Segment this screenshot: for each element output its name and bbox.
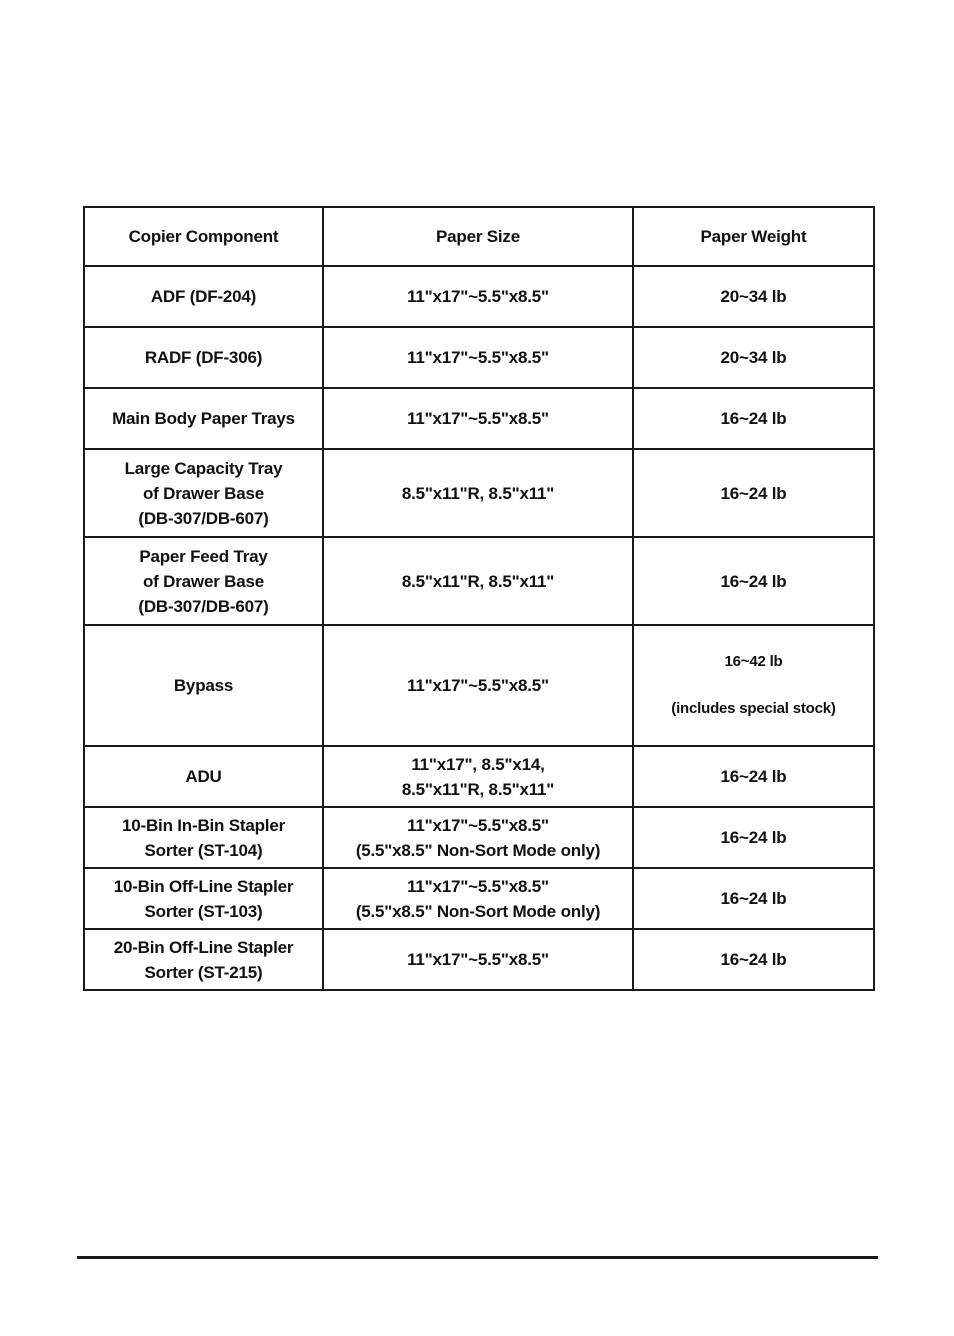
component-cell: RADF (DF-306) [84, 327, 323, 388]
paper-weight-cell: 20~34 lb [633, 327, 874, 388]
paper-weight-cell: 16~24 lb [633, 746, 874, 807]
paper-size-cell: 11"x17"~5.5"x8.5" [323, 625, 633, 746]
paper-spec-table [83, 206, 875, 991]
paper-weight-cell [633, 625, 874, 746]
table-row [84, 327, 874, 388]
table-row [84, 449, 874, 537]
table-row [84, 807, 874, 868]
header-paper-size: Paper Size [323, 207, 633, 266]
header-copier-component: Copier Component [84, 207, 323, 266]
paper-weight-cell: 16~24 lb [633, 388, 874, 449]
component-cell: Main Body Paper Trays [84, 388, 323, 449]
paper-size-cell: 11"x17"~5.5"x8.5" (5.5"x8.5" Non-Sort Mode only) [323, 868, 633, 929]
component-cell: 10-Bin In-Bin Stapler Sorter (ST-104) [84, 807, 323, 868]
paper-size-cell: 11"x17"~5.5"x8.5" [323, 929, 633, 990]
component-cell: 10-Bin Off-Line Stapler Sorter (ST-103) [84, 868, 323, 929]
paper-weight-cell: 16~24 lb [633, 929, 874, 990]
paper-size-cell: 8.5"x11"R, 8.5"x11" [323, 449, 633, 537]
paper-weight-cell: 16~24 lb [633, 449, 874, 537]
component-cell: 20-Bin Off-Line Stapler Sorter (ST-215) [84, 929, 323, 990]
table-row [84, 266, 874, 327]
component-cell: Paper Feed Tray of Drawer Base (DB-307/DB-607) [84, 537, 323, 625]
paper-size-cell: 11"x17"~5.5"x8.5" [323, 388, 633, 449]
table-header-row [84, 207, 874, 266]
paper-weight-note: (includes special stock) [671, 700, 836, 717]
paper-weight-cell: 20~34 lb [633, 266, 874, 327]
component-cell: ADU [84, 746, 323, 807]
table-row [84, 625, 874, 746]
paper-size-cell: 11"x17"~5.5"x8.5" [323, 327, 633, 388]
paper-size-cell: 11"x17"~5.5"x8.5" (5.5"x8.5" Non-Sort Mode only) [323, 807, 633, 868]
paper-weight-cell: 16~24 lb [633, 807, 874, 868]
component-cell: ADF (DF-204) [84, 266, 323, 327]
paper-weight-value: 16~42 lb [724, 653, 783, 670]
component-cell: Large Capacity Tray of Drawer Base (DB-307/DB-607) [84, 449, 323, 537]
component-cell: Bypass [84, 625, 323, 746]
table-row [84, 868, 874, 929]
paper-size-cell: 8.5"x11"R, 8.5"x11" [323, 537, 633, 625]
header-paper-weight: Paper Weight [633, 207, 874, 266]
table-row [84, 929, 874, 990]
footer-divider [77, 1256, 878, 1259]
table-row [84, 537, 874, 625]
table-row [84, 746, 874, 807]
table-row [84, 388, 874, 449]
paper-weight-cell: 16~24 lb [633, 537, 874, 625]
paper-size-cell: 11"x17"~5.5"x8.5" [323, 266, 633, 327]
paper-weight-cell: 16~24 lb [633, 868, 874, 929]
paper-size-cell: 11"x17", 8.5"x14, 8.5"x11"R, 8.5"x11" [323, 746, 633, 807]
